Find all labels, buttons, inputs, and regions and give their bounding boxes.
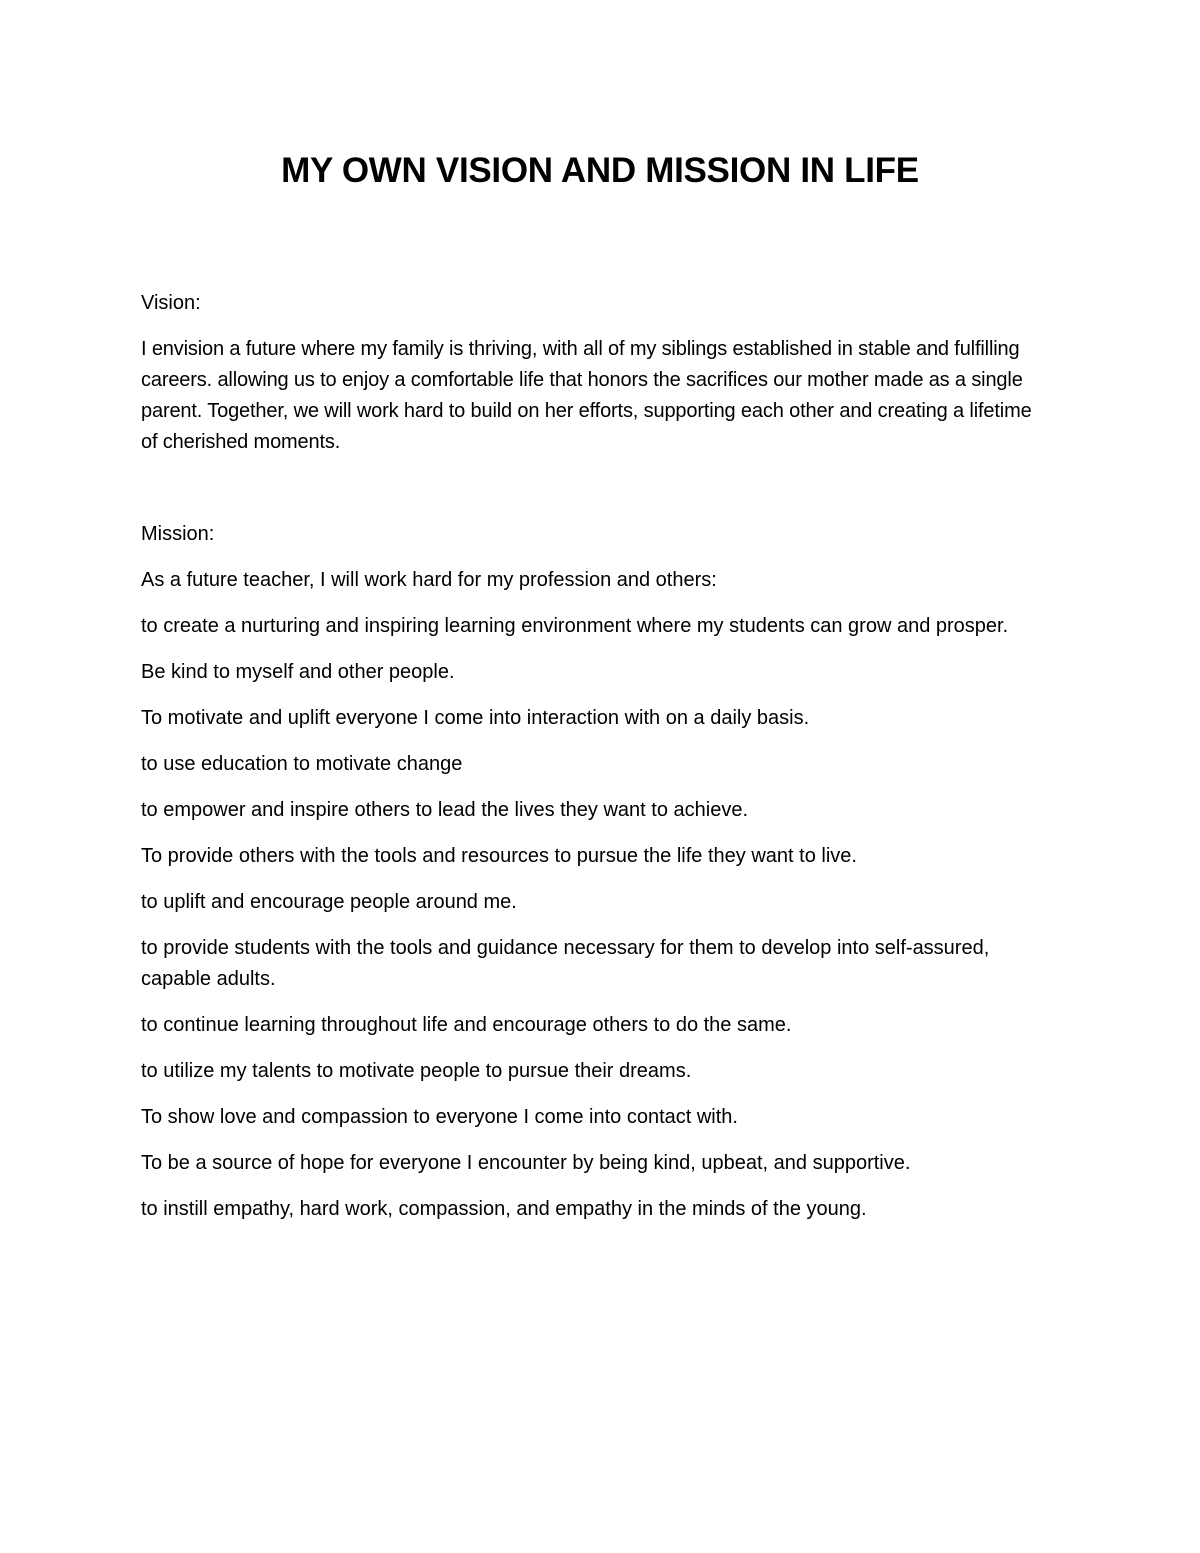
mission-item: to provide students with the tools and guidance necessary for them to develop into self-assured, capable adults. bbox=[141, 937, 990, 990]
mission-item: to use education to motivate change bbox=[141, 753, 463, 775]
vision-heading: Vision: bbox=[141, 292, 201, 314]
mission-item: to instill empathy, hard work, compassion, and empathy in the minds of the young. bbox=[141, 1198, 867, 1220]
mission-item: To provide others with the tools and resources to pursue the life they want to live. bbox=[141, 845, 857, 867]
mission-item: To show love and compassion to everyone I come into contact with. bbox=[141, 1106, 738, 1128]
mission-item: to continue learning throughout life and encourage others to do the same. bbox=[141, 1014, 792, 1036]
mission-heading: Mission: bbox=[141, 523, 215, 545]
mission-item: to uplift and encourage people around me. bbox=[141, 891, 517, 913]
section-spacer bbox=[141, 473, 1046, 519]
document-title: MY OWN VISION AND MISSION IN LIFE bbox=[281, 151, 919, 190]
mission-item: Be kind to myself and other people. bbox=[141, 661, 455, 683]
document-body bbox=[141, 288, 1046, 1240]
mission-item: to utilize my talents to motivate people to pursue their dreams. bbox=[141, 1060, 692, 1082]
mission-item: To be a source of hope for everyone I encounter by being kind, upbeat, and supportive. bbox=[141, 1152, 911, 1174]
mission-item: to empower and inspire others to lead the lives they want to achieve. bbox=[141, 799, 749, 821]
mission-intro: As a future teacher, I will work hard for my profession and others: bbox=[141, 569, 717, 591]
mission-item: to create a nurturing and inspiring learning environment where my students can grow and prosper. bbox=[141, 615, 1009, 637]
mission-item: To motivate and uplift everyone I come into interaction with on a daily basis. bbox=[141, 707, 810, 729]
vision-text: I envision a future where my family is thriving, with all of my siblings established in stable and fulfilling careers. allowing us to enjoy a comfortable life that honors the sacrifices our mother made as a single parent. Together, we will work hard to build on her efforts, supporting each other and creating a lifetime of cherished moments. bbox=[141, 338, 1032, 453]
